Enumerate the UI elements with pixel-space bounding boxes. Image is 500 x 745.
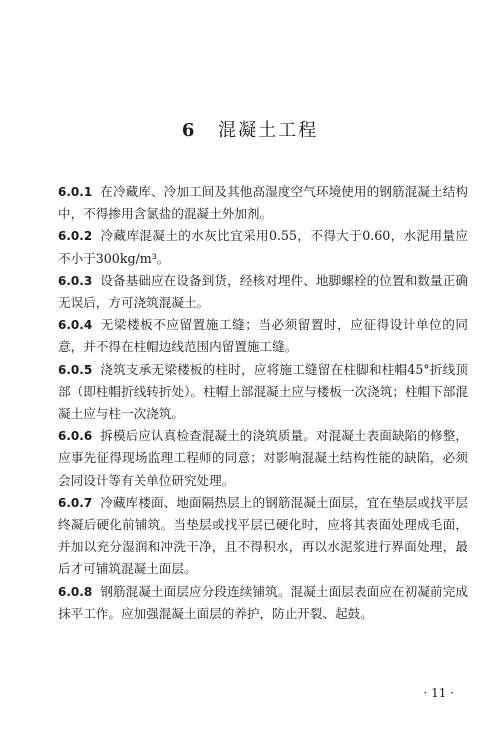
clause-text: 冷藏库楼面、地面隔热层上的钢筋混凝土面层，宜在垫层或找平层终凝后硬化前铺筑。当垫层或找平层已硬化时，应将其表面处理成毛面，并加以充分湿润和冲洗干净，且不得积水，再以水泥浆进行界面处理，最后才可铺筑混凝土面层。 — [58, 494, 468, 577]
clause-6-0-3 — [58, 270, 468, 314]
clause-6-0-7 — [58, 492, 468, 581]
clause-text: 在冷藏库、冷加工间及其他高湿度空气环境使用的钢筋混凝土结构中，不得掺用含氯盐的混凝土外加剂。 — [58, 184, 468, 222]
clause-number: 6.0.5 — [58, 362, 93, 377]
clause-6-0-1 — [58, 181, 468, 225]
clauses-body — [58, 181, 468, 625]
clause-6-0-5 — [58, 359, 468, 426]
clause-number: 6.0.7 — [58, 495, 93, 510]
clause-number: 6.0.6 — [58, 429, 93, 444]
clause-text: 浇筑支承无梁楼板的柱时，应将施工缝留在柱脚和柱帽45°折线顶部（即柱帽折线转折处）。柱帽上部混凝土应与楼板一次浇筑；柱帽下部混凝土应与柱一次浇筑。 — [58, 361, 468, 422]
clause-text: 冷藏库混凝土的水灰比宜采用0.55，不得大于0.60，水泥用量应不小于300kg/m³。 — [58, 228, 468, 266]
page-number: · 11 · — [423, 686, 454, 700]
chapter-title: 混凝土工程 — [218, 120, 319, 141]
chapter-heading — [0, 116, 500, 142]
chapter-number: 6 — [181, 120, 197, 141]
clause-number: 6.0.4 — [58, 318, 93, 333]
clause-text: 钢筋混凝土面层应分段连续铺筑。混凝土面层表面应在初凝前完成抹平工作。应加强混凝土面层的养护，防止开裂、起鼓。 — [58, 583, 468, 621]
clause-text: 拆模后应认真检查混凝土的浇筑质量。对混凝土表面缺陷的修整，应事先征得现场监理工程师的同意；对影响混凝土结构性能的缺陷，必须会同设计等有关单位研究处理。 — [58, 428, 468, 488]
clause-6-0-4 — [58, 314, 468, 358]
clause-text: 设备基础应在设备到货，经核对埋件、地脚螺栓的位置和数量正确无误后，方可浇筑混凝土。 — [58, 272, 468, 311]
clause-text: 无梁楼板不应留置施工缝；当必须留置时，应征得设计单位的同意，并不得在柱帽边线范围内留置施工缝。 — [58, 317, 468, 355]
clause-number: 6.0.8 — [58, 584, 93, 599]
clause-6-0-2 — [58, 225, 468, 269]
clause-number: 6.0.1 — [58, 185, 93, 199]
clause-number: 6.0.3 — [58, 273, 93, 288]
clause-6-0-8 — [58, 581, 468, 625]
clause-6-0-6 — [58, 425, 468, 492]
clause-number: 6.0.2 — [58, 229, 93, 244]
